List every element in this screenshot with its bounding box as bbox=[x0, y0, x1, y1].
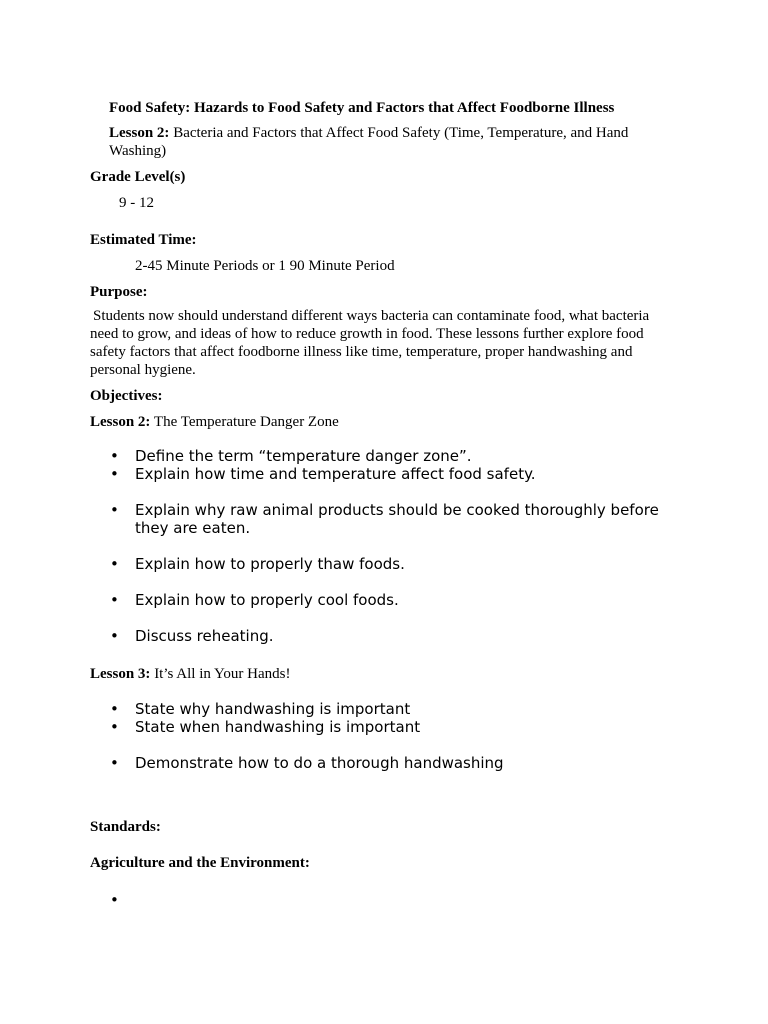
list-item-text: State why handwashing is important bbox=[135, 700, 411, 718]
estimated-time-value: 2-45 Minute Periods or 1 90 Minute Period bbox=[135, 258, 395, 274]
standards-label: Standards: bbox=[90, 819, 161, 835]
list-item-text: Explain why raw animal products should be cooked thoroughly before they are eaten. bbox=[135, 501, 659, 537]
lesson-3-label: Lesson 3: bbox=[90, 666, 151, 682]
list-item-text: Discuss reheating. bbox=[135, 627, 274, 645]
bullet-icon: • bbox=[110, 754, 119, 772]
lesson-2-label: Lesson 2: bbox=[90, 414, 151, 430]
bullet-icon: • bbox=[110, 591, 119, 609]
document-title: Food Safety: Hazards to Food Safety and Factors that Affect Foodborne Illness bbox=[109, 100, 615, 116]
lesson-3-title bbox=[90, 665, 660, 683]
lesson-2-heading-text: Bacteria and Factors that Affect Food Safety (Time, Temperature, and Hand Washing) bbox=[109, 125, 629, 159]
list-item bbox=[90, 465, 680, 483]
bullet-icon: • bbox=[110, 891, 119, 909]
bullet-icon: • bbox=[110, 627, 119, 645]
lesson-3-title-text: It’s All in Your Hands! bbox=[154, 666, 291, 682]
bullet-icon: • bbox=[110, 700, 119, 718]
list-item bbox=[90, 754, 680, 772]
list-item-text: Define the term “temperature danger zone”. bbox=[135, 447, 472, 465]
lesson-2-title-text: The Temperature Danger Zone bbox=[153, 414, 339, 430]
list-item bbox=[90, 718, 680, 736]
grade-level-value: 9 - 12 bbox=[119, 195, 154, 211]
objectives-label: Objectives: bbox=[90, 388, 163, 404]
list-item-text: Demonstrate how to do a thorough handwashing bbox=[135, 754, 504, 772]
grade-level-label: Grade Level(s) bbox=[90, 169, 186, 185]
list-item-text: Explain how to properly cool foods. bbox=[135, 591, 399, 609]
list-item-text: Explain how to properly thaw foods. bbox=[135, 555, 405, 573]
bullet-icon: • bbox=[110, 447, 119, 465]
bullet-icon: • bbox=[110, 501, 119, 519]
list-item bbox=[90, 627, 680, 645]
list-item bbox=[90, 447, 680, 465]
bullet-icon: • bbox=[110, 718, 119, 736]
bullet-icon: • bbox=[110, 555, 119, 573]
list-item bbox=[90, 700, 680, 718]
list-item bbox=[90, 501, 680, 537]
lesson-2-title bbox=[90, 413, 660, 431]
lesson-3-objectives-list bbox=[90, 700, 680, 772]
lesson-2-objectives-list bbox=[90, 447, 680, 645]
bullet-icon: • bbox=[110, 465, 119, 483]
list-item-text: State when handwashing is important bbox=[135, 718, 421, 736]
lesson-2-heading-label: Lesson 2: bbox=[109, 125, 170, 141]
agriculture-environment-label: Agriculture and the Environment: bbox=[90, 855, 310, 871]
list-item bbox=[90, 555, 680, 573]
list-item-text: Explain how time and temperature affect food safety. bbox=[135, 465, 536, 483]
lesson-2-heading bbox=[109, 124, 669, 160]
purpose-label: Purpose: bbox=[90, 284, 148, 300]
list-item bbox=[90, 591, 680, 609]
purpose-text: Students now should understand different ways bacteria can contaminate food, what bacteria need to grow, and ideas of how to reduce growth in food. These lessons further explore food safety factors that affect foodborne illness like time, temperature, proper handwashing and personal hygiene. bbox=[90, 308, 650, 378]
estimated-time-label: Estimated Time: bbox=[90, 232, 197, 248]
